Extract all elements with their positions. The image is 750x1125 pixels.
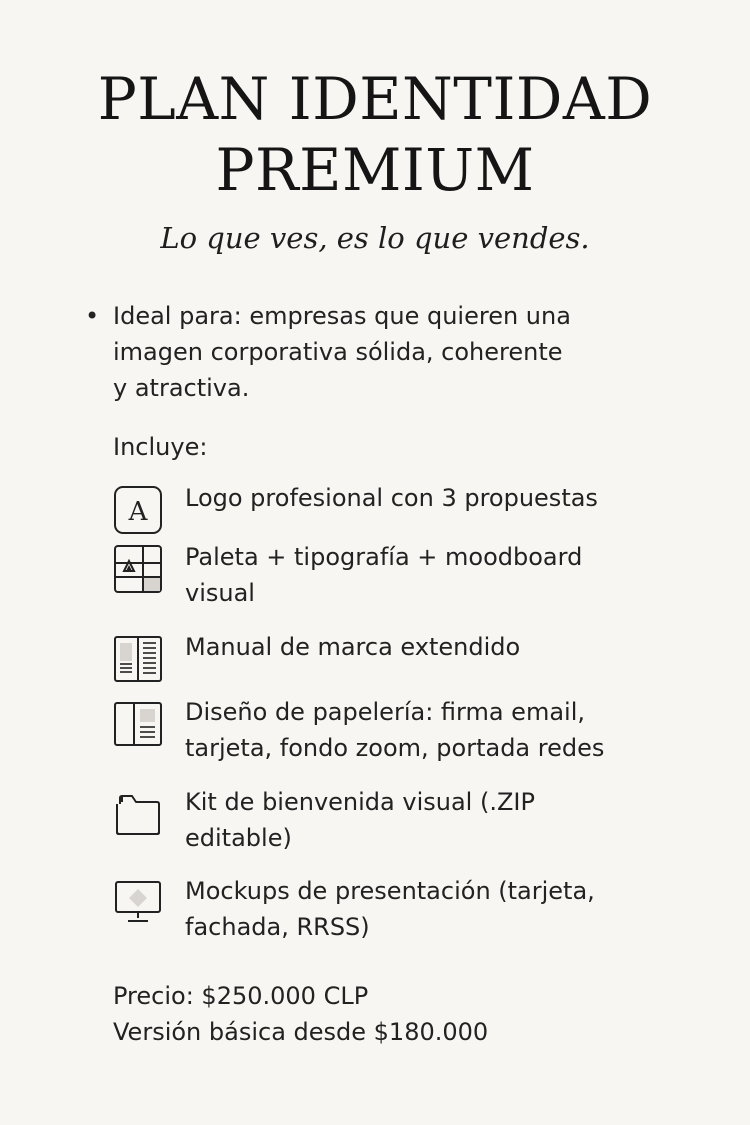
include-line: Manual de marca extendido [185,633,521,661]
includes-label: Incluye: [113,433,208,461]
title-line-1: PLAN IDENTIDAD [97,65,653,133]
include-text-palette [185,539,705,611]
include-text-logo [185,480,705,516]
bullet-dot: • [85,302,100,330]
include-line: editable) [185,824,292,852]
include-line: visual [185,579,255,607]
manual-book-icon [112,633,164,685]
ideal-line-1: Ideal para: empresas que quieren una [113,302,571,330]
price-block [113,978,488,1050]
title-line-2: PREMIUM [215,136,535,204]
basic-version-price-text: Versión básica desde $180.000 [113,1018,489,1046]
svg-text:A: A [128,497,148,527]
monitor-icon [112,877,164,929]
include-line: Logo profesional con 3 propuestas [185,484,598,512]
include-line: fachada, RRSS) [185,913,370,941]
include-text-manual [185,629,705,665]
include-text-stationery [185,694,705,766]
include-text-welcome-kit [185,784,705,856]
letter-a-icon [112,484,164,536]
ideal-line-2: imagen corporativa sólida, coherente [113,338,563,366]
folder-icon [112,788,164,840]
include-line: tarjeta, fondo zoom, portada redes [185,734,605,762]
include-line: Kit de bienvenida visual (.ZIP [185,788,535,816]
tagline: Lo que ves, es lo que vendes. [160,221,590,255]
stationery-panel-icon [112,698,164,750]
include-line: Diseño de papelería: firma email, [185,698,585,726]
ideal-line-3: y atractiva. [113,374,250,402]
include-text-mockups [185,873,705,945]
include-line: Mockups de presentación (tarjeta, [185,877,595,905]
palette-grid-icon [112,543,164,595]
ideal-text [113,298,645,406]
price-text: Precio: $250.000 CLP [113,982,369,1010]
include-line: Paleta + tipografía + moodboard [185,543,583,571]
